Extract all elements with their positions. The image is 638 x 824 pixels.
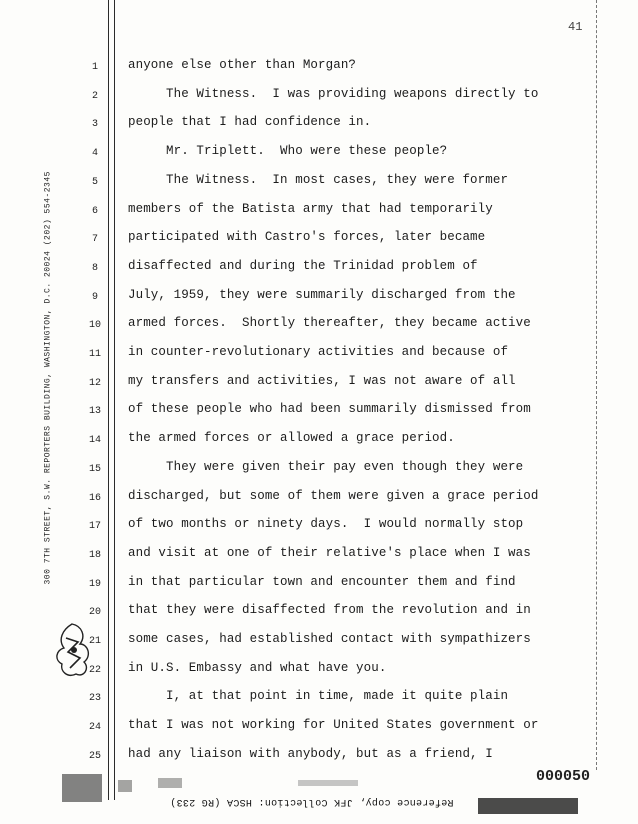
- line-number: 21: [88, 636, 101, 647]
- line-number: 10: [88, 320, 101, 332]
- line-number: 9: [91, 291, 98, 303]
- line-number: 19: [88, 578, 101, 590]
- transcript-line: people that I had confidence in.: [128, 115, 372, 130]
- line-number: 24: [88, 722, 101, 734]
- page-number: 41: [568, 20, 583, 34]
- transcript-line: July, 1959, they were summarily discharged from the: [128, 287, 516, 302]
- transcript-line: had any liaison with anybody, but as a friend, I: [128, 746, 493, 761]
- transcript-line: the armed forces or allowed a grace period.: [128, 431, 455, 446]
- line-number: 14: [88, 435, 101, 447]
- line-number: 15: [88, 463, 101, 475]
- line-number: 8: [91, 262, 98, 274]
- reference-copy-label: Reference copy, JFK Collection: HSCA (RG 233): [170, 796, 454, 807]
- transcript-line: in U.S. Embassy and what have you.: [128, 660, 387, 675]
- seal-stamp-icon: [52, 620, 92, 682]
- transcript-line: armed forces. Shortly thereafter, they became active: [128, 316, 531, 331]
- transcript-line: disaffected and during the Trinidad problem of: [128, 258, 478, 273]
- line-number: 3: [91, 119, 98, 131]
- left-margin-line: [108, 0, 109, 800]
- line-number: 16: [88, 492, 101, 504]
- line-number: 20: [88, 607, 101, 619]
- line-number: 12: [88, 377, 101, 389]
- transcript-line: that I was not working for United States government or: [128, 718, 539, 733]
- transcript-line: Mr. Triplett. Who were these people?: [128, 144, 448, 159]
- line-number: 11: [88, 349, 101, 360]
- line-number: 1: [91, 62, 98, 73]
- transcript-line: of two months or ninety days. I would normally stop: [128, 517, 524, 532]
- transcript-line: that they were disaffected from the revolution and in: [128, 603, 531, 618]
- transcript-line: members of the Batista army that had temporarily: [128, 201, 493, 216]
- transcript-line: and visit at one of their relative's place when I was: [128, 545, 531, 560]
- transcript-line: The Witness. I was providing weapons directly to: [128, 86, 539, 101]
- transcript-line: participated with Castro's forces, later became: [128, 230, 486, 245]
- line-number: 6: [91, 205, 98, 217]
- transcript-line: I, at that point in time, made it quite plain: [128, 689, 509, 704]
- transcript-line: of these people who had been summarily dismissed from: [128, 402, 531, 417]
- transcript-line: in that particular town and encounter them and find: [128, 574, 516, 589]
- line-number: 5: [91, 176, 98, 188]
- line-number: 17: [88, 521, 101, 533]
- line-number: 2: [91, 90, 98, 102]
- transcript-line: They were given their pay even though they were: [128, 459, 524, 474]
- line-number: 23: [88, 693, 101, 705]
- footer-strip: [58, 764, 618, 818]
- right-margin-line: [596, 0, 597, 770]
- transcript-line: in counter-revolutionary activities and because of: [128, 345, 509, 359]
- line-number: 4: [91, 148, 98, 160]
- transcript-line: discharged, but some of them were given a grace period: [128, 488, 539, 503]
- left-margin-line-inner: [114, 0, 115, 800]
- line-number: 13: [88, 406, 101, 418]
- line-number: 18: [88, 549, 101, 561]
- transcript-line: some cases, had established contact with sympathizers: [128, 632, 531, 646]
- line-number: 7: [91, 234, 98, 246]
- reporter-address-vertical: 300 7TH STREET, S.W. REPORTERS BUILDING, WASHINGTON, D.C. 20024 (202) 554-2345: [43, 171, 53, 585]
- transcript-line: anyone else other than Morgan?: [128, 58, 357, 72]
- transcript-line: The Witness. In most cases, they were former: [128, 172, 509, 187]
- document-number: 000050: [536, 768, 591, 785]
- transcript-line: my transfers and activities, I was not aware of all: [128, 373, 516, 388]
- line-number: 25: [88, 750, 101, 762]
- line-number: 22: [88, 664, 101, 676]
